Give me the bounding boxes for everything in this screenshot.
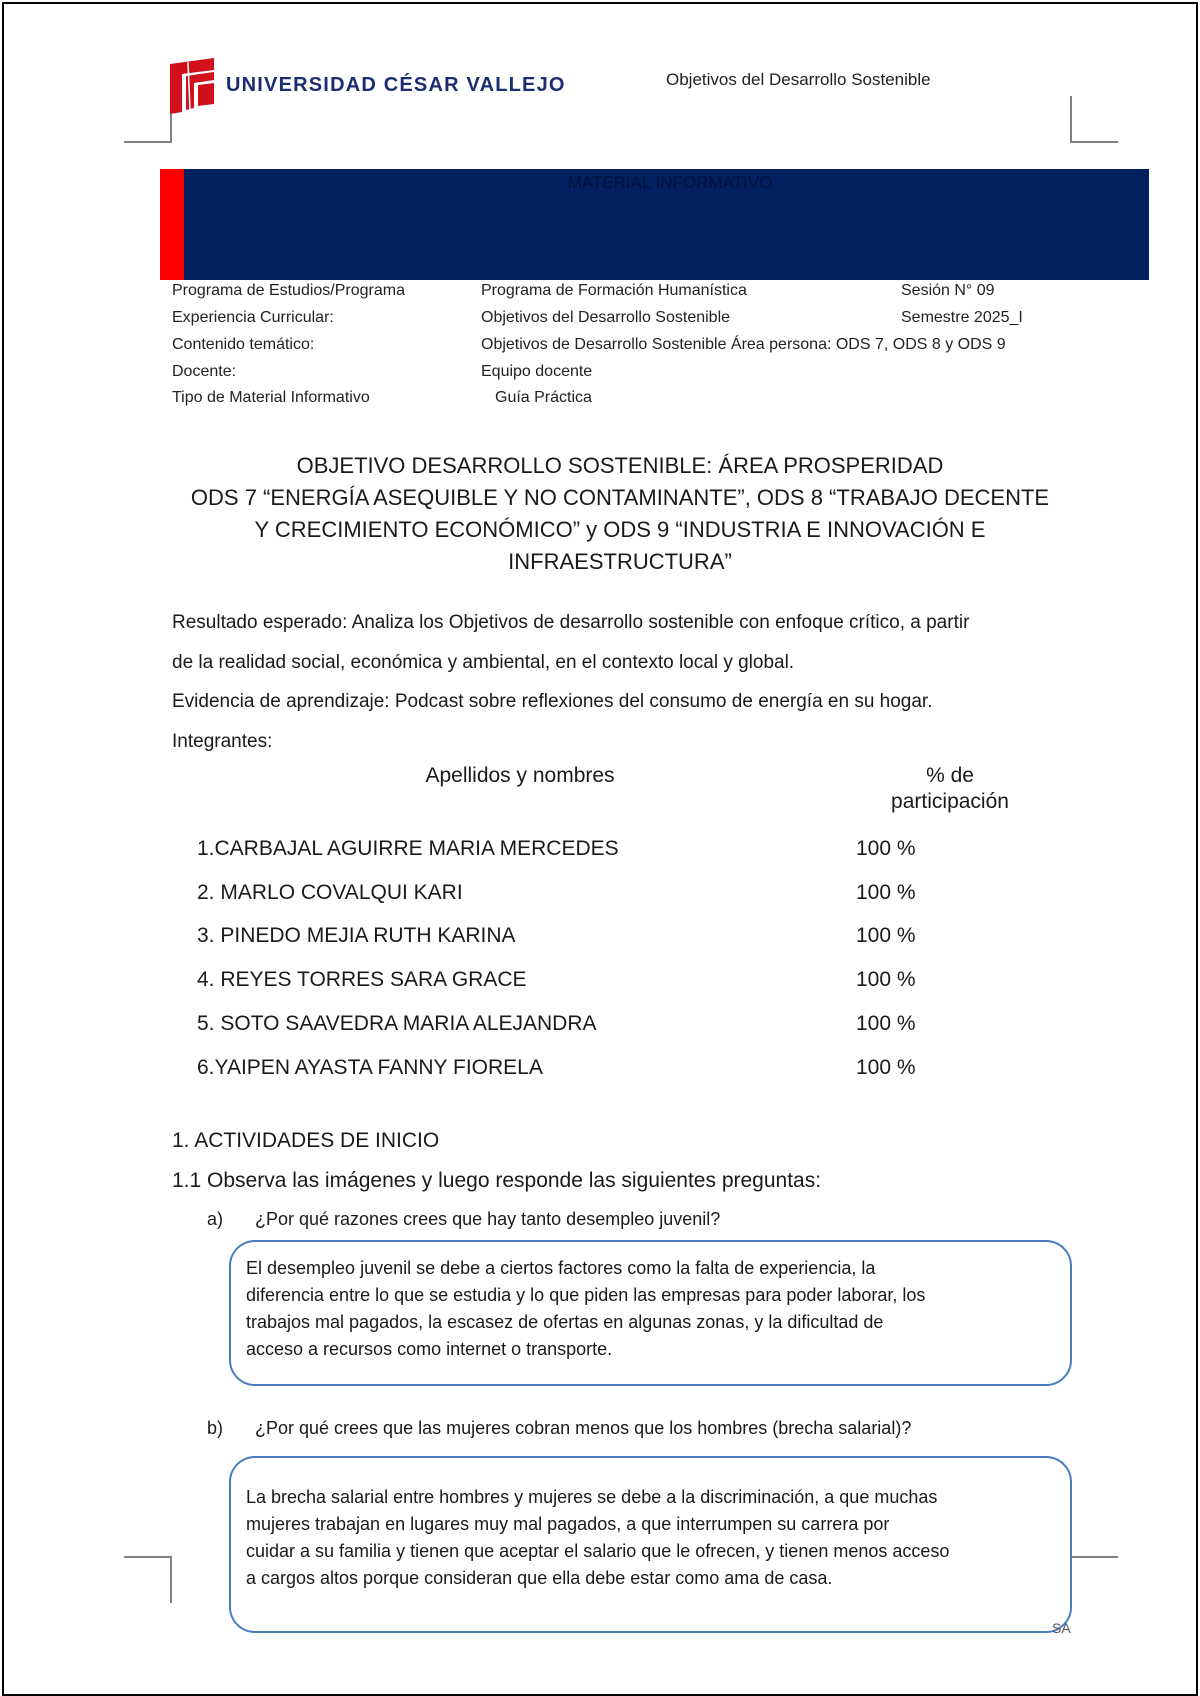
corner-mark-top-left <box>124 96 172 143</box>
column-header-participation <box>850 764 1050 814</box>
meta-label: Contenido temático: <box>172 336 315 353</box>
answer-line: acceso a recursos como internet o transporte. <box>246 1339 613 1359</box>
meta-label: Tipo de Material Informativo <box>172 389 370 406</box>
answer-line: El desempleo juvenil se debe a ciertos factores como la falta de experiencia, la <box>246 1258 876 1278</box>
question-letter: b) <box>207 1418 224 1438</box>
meta-label: Programa de Estudios/Programa <box>172 282 405 299</box>
meta-value: Equipo docente <box>481 363 593 380</box>
corner-mark-top-right <box>1070 96 1118 143</box>
learning-evidence: Evidencia de aprendizaje: Podcast sobre reflexiones del consumo de energía en su hogar. <box>172 691 933 712</box>
column-header-names: Apellidos y nombres <box>425 764 615 787</box>
members-label: Integrantes: <box>172 731 273 752</box>
meta-extra: Sesión N° 09 <box>901 282 995 299</box>
meta-value: Guía Práctica <box>495 389 592 406</box>
member-participation: 100 % <box>856 837 916 860</box>
meta-value: Objetivos del Desarrollo Sostenible <box>481 309 731 326</box>
question-letter: a) <box>207 1209 224 1229</box>
member-participation: 100 % <box>856 1012 916 1035</box>
member-name: 2. MARLO COVALQUI KARI <box>197 881 463 904</box>
answer-line: cuidar a su familia y tienen que aceptar el salario que le ofrecen, y tienen menos acceso <box>246 1541 950 1561</box>
meta-label: Docente: <box>172 363 237 380</box>
expected-result-line: de la realidad social, económica y ambiental, en el contexto local y global. <box>172 652 795 673</box>
answer-line: diferencia entre lo que se estudia y lo que piden las empresas para poder laborar, los <box>246 1285 926 1305</box>
footer-fragment: SA <box>1052 1620 1071 1636</box>
answer-line: La brecha salarial entre hombres y mujeres se debe a la discriminación, a que muchas <box>246 1487 938 1507</box>
banner-accent <box>160 169 184 280</box>
member-participation: 100 % <box>856 924 916 947</box>
question-text: ¿Por qué crees que las mujeres cobran menos que los hombres (brecha salarial)? <box>255 1418 912 1438</box>
corner-mark-bottom-right <box>1070 1556 1118 1603</box>
answer-line: a cargos altos porque consideran que ella debe estar como ama de casa. <box>246 1568 833 1588</box>
document-title <box>170 450 1070 578</box>
member-participation: 100 % <box>856 968 916 991</box>
university-name: UNIVERSIDAD CÉSAR VALLEJO <box>226 74 566 96</box>
ucv-logo-icon <box>168 58 218 114</box>
column-header-line: % de <box>926 764 974 787</box>
title-line: ODS 7 “ENERGÍA ASEQUIBLE Y NO CONTAMINANTE”, ODS 8 “TRABAJO DECENTE <box>190 485 1050 510</box>
course-header: Objetivos del Desarrollo Sostenible <box>666 70 931 89</box>
section-subheading: 1.1 Observa las imágenes y luego responde las siguientes preguntas: <box>172 1169 822 1192</box>
meta-value: Objetivos de Desarrollo Sostenible Área persona: ODS 7, ODS 8 y ODS 9 <box>481 336 1006 353</box>
answer-box[interactable] <box>229 1240 1072 1386</box>
question-text: ¿Por qué razones crees que hay tanto desempleo juvenil? <box>255 1209 721 1229</box>
column-header-line: participación <box>891 790 1009 813</box>
meta-label: Experiencia Curricular: <box>172 309 334 326</box>
member-name: 1.CARBAJAL AGUIRRE MARIA MERCEDES <box>197 837 619 860</box>
member-name: 3. PINEDO MEJIA RUTH KARINA <box>197 924 516 947</box>
member-name: 6.YAIPEN AYASTA FANNY FIORELA <box>197 1056 543 1079</box>
expected-result-line: Resultado esperado: Analiza los Objetivos de desarrollo sostenible con enfoque crítico, a partir <box>172 612 970 633</box>
section-heading: 1. ACTIVIDADES DE INICIO <box>172 1129 440 1152</box>
meta-extra: Semestre 2025_I <box>901 309 1023 326</box>
title-line: OBJETIVO DESARROLLO SOSTENIBLE: ÁREA PROSPERIDAD <box>296 453 944 478</box>
answer-line: mujeres trabajan en lugares muy mal pagados, a que interrumpen su carrera por <box>246 1514 890 1534</box>
title-line: Y CRECIMIENTO ECONÓMICO” y ODS 9 “INDUSTRIA E INNOVACIÓN E <box>254 517 986 542</box>
answer-box[interactable] <box>229 1456 1072 1633</box>
member-name: 5. SOTO SAAVEDRA MARIA ALEJANDRA <box>197 1012 597 1035</box>
member-participation: 100 % <box>856 881 916 904</box>
meta-value: Programa de Formación Humanística <box>481 282 747 299</box>
member-name: 4. REYES TORRES SARA GRACE <box>197 968 527 991</box>
title-line: INFRAESTRUCTURA” <box>508 549 732 574</box>
member-participation: 100 % <box>856 1056 916 1079</box>
banner-title: MATERIAL INFORMATIVO <box>567 173 773 192</box>
answer-line: trabajos mal pagados, la escasez de ofertas en algunas zonas, y la dificultad de <box>246 1312 884 1332</box>
corner-mark-bottom-left <box>124 1556 172 1603</box>
